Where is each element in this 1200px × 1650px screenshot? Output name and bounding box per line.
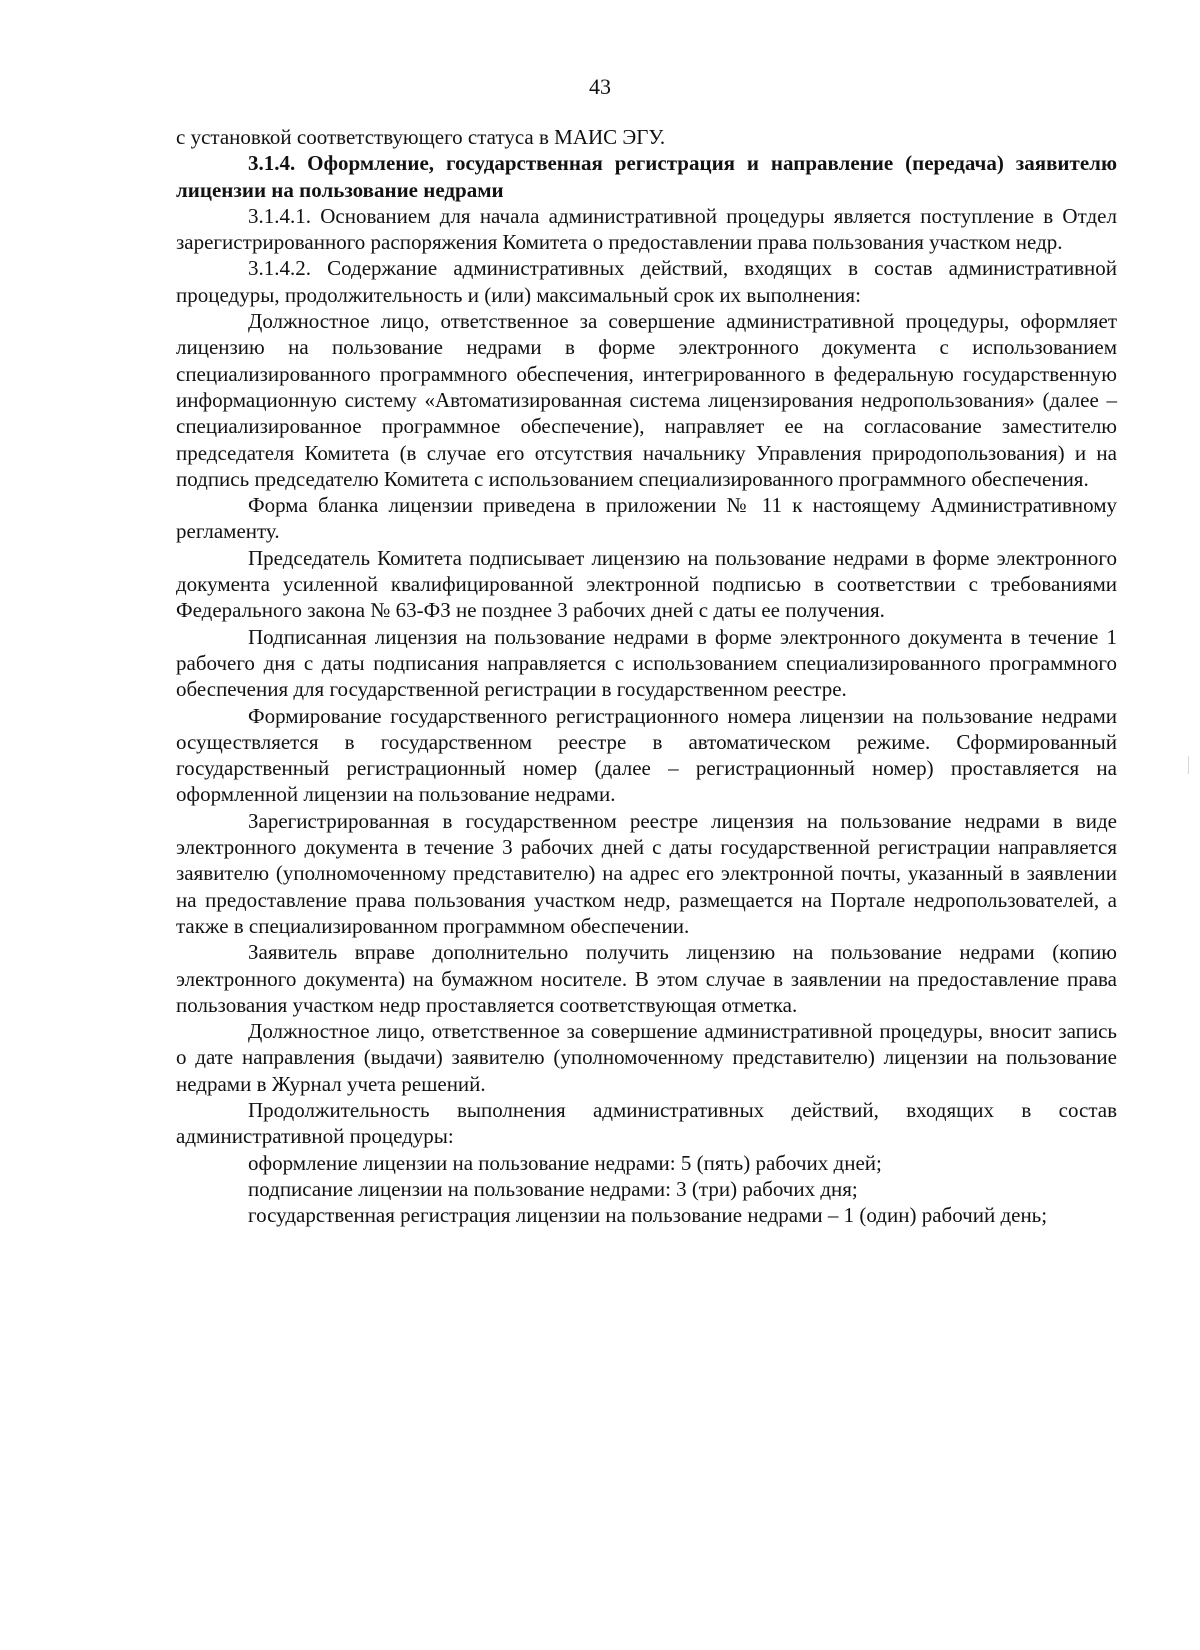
section-heading-3-1-4: 3.1.4. Оформление, государственная регистрация и направление (передача) заявителю лицензии на пользование недрами bbox=[176, 151, 1117, 202]
paragraph-signed-license: Подписанная лицензия на пользование недрами в форме электронного документа в течение 1 рабочего дня с даты подписания направляется с использованием специализированного программного обеспечения для государственной регистрации в государственном реестре. bbox=[176, 624, 1117, 702]
paragraph-duration-intro: Продолжительность выполнения административных действий, входящих в состав административной процедуры: bbox=[176, 1097, 1117, 1149]
document-body bbox=[176, 124, 1117, 1228]
paragraph-chairman-signature: Председатель Комитета подписывает лицензию на пользование недрами в форме электронного документа усиленной квалифицированной электронной подписью в соответствии с требованиями Федерального закона № 63-ФЗ не позднее 3 рабочих дней с даты ее получения. bbox=[176, 545, 1117, 623]
clause-3-1-4-2: 3.1.4.2. Содержание административных действий, входящих в состав административной процедуры, продолжительность и (или) максимальный срок их выполнения: bbox=[176, 256, 1117, 307]
clause-3-1-4-1: 3.1.4.1. Основанием для начала административной процедуры является поступление в Отдел зарегистрированного распоряжения Комитета о предоставлении права пользования участком недр. bbox=[176, 203, 1117, 255]
paragraph-registered-license: Зарегистрированная в государственном реестре лицензия на пользование недрами в виде электронного документа в течение 3 рабочих дней с даты государственной регистрации направляется заявителю (уполномоченному представителю) на адрес его электронной почты, указанный в заявлении на предоставление права пользования участком недр, размещается на Портале недропользователей, а также в специализированном программном обеспечении. bbox=[176, 808, 1117, 938]
paragraph-license-form: Форма бланка лицензии приведена в приложении № 11 к настоящему Административному регламенту. bbox=[176, 493, 1117, 544]
paragraph-registration-number: Формирование государственного регистрационного номера лицензии на пользование недрами осуществляется в государственном реестре в автоматическом режиме. Сформированный государственный регистрационный номер (далее – регистрационный номер) проставляется на оформленной лицензии на пользование недрами. bbox=[176, 703, 1117, 807]
duration-item-registration: государственная регистрация лицензии на пользование недрами – 1 (один) рабочий день; bbox=[248, 1203, 1048, 1228]
duration-item-preparation: оформление лицензии на пользование недрами: 5 (пять) рабочих дней; bbox=[248, 1150, 882, 1175]
page-number: 43 bbox=[589, 74, 611, 99]
paragraph-journal-record: Должностное лицо, ответственное за совершение административной процедуры, вносит запись о дате направления (выдачи) заявителю (уполномоченному представителю) лицензии на пользование недрами в Журнал учета решений. bbox=[176, 1019, 1117, 1096]
continuation-paragraph: с установкой соответствующего статуса в МАИС ЭГУ. bbox=[176, 125, 666, 149]
paragraph-license-preparation: Должностное лицо, ответственное за совершение административной процедуры, оформляет лицензию на пользование недрами в форме электронного документа с использованием специализированного программного обеспечения, интегрированного в федеральную государственную информационную систему «Автоматизированная система лицензирования недропользования» (далее – специализированное программное обеспечение), направляет ее на согласование заместителю председателя Комитета (в случае его отсутствия начальнику Управления природопользования) и на подпись председателю Комитета с использованием специализированного программного обеспечения. bbox=[176, 309, 1117, 491]
paragraph-paper-copy: Заявитель вправе дополнительно получить лицензию на пользование недрами (копию электронного документа) на бумажном носителе. В этом случае в заявлении на предоставление права пользования участком недр проставляется соответствующая отметка. bbox=[176, 940, 1117, 1017]
duration-item-signing: подписание лицензии на пользование недрами: 3 (три) рабочих дня; bbox=[248, 1176, 858, 1201]
scan-margin-mark bbox=[1188, 756, 1189, 774]
